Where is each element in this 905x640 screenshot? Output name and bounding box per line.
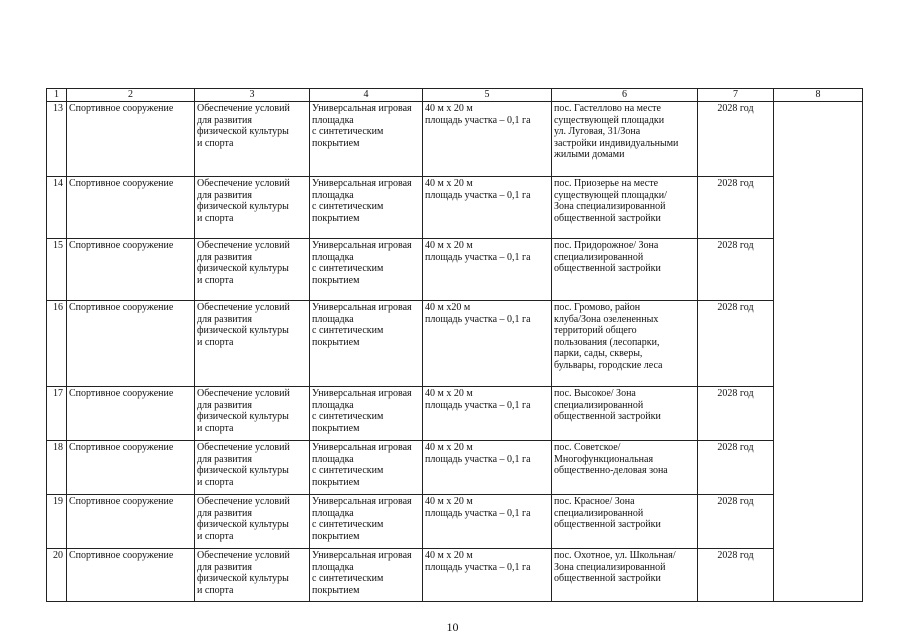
location-cell: [552, 102, 698, 177]
parameters-cell-line: 40 м х 20 м: [425, 240, 473, 251]
object-cell-line: с синтетическим: [312, 411, 384, 422]
parameters-cell-line: площадь участка – 0,1 га: [425, 561, 531, 573]
parameters-cell: [423, 239, 552, 301]
location-cell-line: общественно-деловая зона: [554, 465, 668, 476]
purpose-cell-line: и спорта: [197, 137, 234, 149]
purpose-cell-line: физической культуры: [197, 411, 289, 422]
column-header: 5: [423, 89, 552, 102]
parameters-cell: [423, 387, 552, 441]
object-cell-line: площадка: [312, 189, 354, 201]
object-cell-line: с синтетическим: [312, 519, 384, 530]
year-cell: 2028 год: [698, 387, 774, 441]
row-number-cell: 14: [47, 177, 67, 239]
parameters-cell: [423, 102, 552, 177]
location-cell-line: общественной застройки: [554, 573, 661, 584]
purpose-cell: [195, 177, 310, 239]
purpose-cell-line: и спорта: [197, 584, 234, 596]
purpose-cell: [195, 441, 310, 495]
purpose-cell-line: для развития: [197, 189, 252, 201]
object-cell-line: Универсальная игровая: [312, 496, 412, 507]
object-cell: [310, 549, 423, 602]
location-cell-line: пос. Придорожное/ Зона: [554, 240, 659, 251]
object-cell-line: покрытием: [312, 137, 360, 149]
table-row: [47, 549, 863, 602]
column-header: 7: [698, 89, 774, 102]
location-cell-line: клуба/Зона озелененных: [554, 313, 659, 325]
facility-type-cell: Спортивное сооружение: [67, 102, 195, 177]
column-8-cell: [774, 102, 863, 602]
parameters-cell-line: 40 м х 20 м: [425, 550, 473, 561]
purpose-cell-line: физической культуры: [197, 519, 289, 530]
location-cell-line: пос. Советское/: [554, 442, 621, 453]
purpose-cell: [195, 301, 310, 387]
purpose-cell-line: для развития: [197, 114, 252, 126]
purpose-cell: [195, 549, 310, 602]
object-cell-line: с синтетическим: [312, 573, 384, 584]
parameters-cell: [423, 549, 552, 602]
parameters-cell: [423, 495, 552, 549]
location-cell-line: жилыми домами: [554, 149, 625, 160]
facility-type-cell: Спортивное сооружение: [67, 441, 195, 495]
object-cell-line: площадка: [312, 453, 354, 465]
table-row: [47, 239, 863, 301]
location-cell: [552, 441, 698, 495]
object-cell-line: с синтетическим: [312, 263, 384, 274]
location-cell-line: пос. Громово, район: [554, 302, 641, 313]
purpose-cell-line: физической культуры: [197, 573, 289, 584]
location-cell-line: общественной застройки: [554, 263, 661, 274]
parameters-cell-line: площадь участка – 0,1 га: [425, 399, 531, 411]
year-cell: 2028 год: [698, 177, 774, 239]
column-header: 8: [774, 89, 863, 102]
purpose-cell: [195, 239, 310, 301]
location-cell-line: застройки индивидуальными: [554, 137, 679, 149]
purpose-cell: [195, 495, 310, 549]
purpose-cell-line: физической культуры: [197, 263, 289, 274]
row-number-cell: 20: [47, 549, 67, 602]
object-cell-line: с синтетическим: [312, 325, 384, 336]
page-number: 10: [446, 620, 459, 634]
location-cell-line: пос. Охотное, ул. Школьная/: [554, 550, 676, 561]
column-header: 2: [67, 89, 195, 102]
purpose-cell-line: для развития: [197, 561, 252, 573]
location-cell-line: территорий общего: [554, 325, 637, 336]
purpose-cell-line: физической культуры: [197, 126, 289, 137]
object-cell-line: площадка: [312, 251, 354, 263]
object-cell-line: площадка: [312, 561, 354, 573]
location-cell-line: существующей площадки: [554, 114, 665, 126]
row-number-cell: 19: [47, 495, 67, 549]
column-header: 4: [310, 89, 423, 102]
table-row: [47, 495, 863, 549]
parameters-cell-line: площадь участка – 0,1 га: [425, 313, 531, 325]
location-cell: [552, 387, 698, 441]
purpose-cell-line: для развития: [197, 507, 252, 519]
facility-type-cell: Спортивное сооружение: [67, 387, 195, 441]
parameters-cell: [423, 441, 552, 495]
parameters-cell-line: 40 м х 20 м: [425, 442, 473, 453]
purpose-cell-line: и спорта: [197, 212, 234, 224]
parameters-cell-line: 40 м х20 м: [425, 302, 471, 313]
facility-type-cell: Спортивное сооружение: [67, 549, 195, 602]
object-cell-line: площадка: [312, 114, 354, 126]
purpose-cell-line: Обеспечение условий: [197, 302, 290, 313]
object-cell-line: с синтетическим: [312, 126, 384, 137]
parameters-cell-line: площадь участка – 0,1 га: [425, 114, 531, 126]
header-row: [47, 89, 863, 102]
purpose-cell-line: Обеспечение условий: [197, 103, 290, 114]
facility-type-cell: Спортивное сооружение: [67, 301, 195, 387]
location-cell: [552, 549, 698, 602]
object-cell-line: Универсальная игровая: [312, 388, 412, 399]
location-cell-line: ул. Луговая, 31/Зона: [554, 126, 641, 137]
location-cell-line: пос. Гастеллово на месте: [554, 103, 661, 114]
purpose-cell-line: Обеспечение условий: [197, 178, 290, 189]
location-cell-line: специализированной: [554, 507, 644, 519]
year-cell: 2028 год: [698, 102, 774, 177]
object-cell: [310, 441, 423, 495]
object-cell: [310, 301, 423, 387]
object-cell-line: с синтетическим: [312, 465, 384, 476]
purpose-cell-line: Обеспечение условий: [197, 496, 290, 507]
object-cell-line: покрытием: [312, 274, 360, 286]
purpose-cell-line: Обеспечение условий: [197, 240, 290, 251]
location-cell-line: специализированной: [554, 251, 644, 263]
parameters-cell-line: 40 м х 20 м: [425, 496, 473, 507]
location-cell-line: парки, сады, скверы,: [554, 348, 643, 359]
location-cell-line: Зона специализированной: [554, 561, 666, 573]
purpose-cell-line: Обеспечение условий: [197, 388, 290, 399]
purpose-cell-line: и спорта: [197, 336, 234, 348]
purpose-cell-line: и спорта: [197, 422, 234, 434]
row-number-cell: 17: [47, 387, 67, 441]
location-cell-line: общественной застройки: [554, 519, 661, 530]
purpose-cell-line: для развития: [197, 453, 252, 465]
planning-table: [46, 88, 863, 602]
parameters-cell-line: 40 м х 20 м: [425, 103, 473, 114]
row-number-cell: 13: [47, 102, 67, 177]
object-cell: [310, 102, 423, 177]
purpose-cell-line: для развития: [197, 313, 252, 325]
object-cell-line: площадка: [312, 507, 354, 519]
purpose-cell-line: для развития: [197, 399, 252, 411]
object-cell: [310, 387, 423, 441]
purpose-cell: [195, 102, 310, 177]
object-cell-line: Универсальная игровая: [312, 240, 412, 251]
location-cell-line: бульвары, городские леса: [554, 359, 663, 371]
location-cell-line: пользования (лесопарки,: [554, 336, 660, 348]
purpose-cell-line: физической культуры: [197, 325, 289, 336]
table-body: [47, 102, 863, 602]
parameters-cell-line: площадь участка – 0,1 га: [425, 251, 531, 263]
object-cell-line: покрытием: [312, 530, 360, 542]
year-cell: 2028 год: [698, 301, 774, 387]
parameters-cell-line: площадь участка – 0,1 га: [425, 507, 531, 519]
table-row: [47, 301, 863, 387]
parameters-cell-line: площадь участка – 0,1 га: [425, 453, 531, 465]
parameters-cell-line: 40 м х 20 м: [425, 178, 473, 189]
table-row: [47, 102, 863, 177]
purpose-cell-line: и спорта: [197, 274, 234, 286]
object-cell-line: покрытием: [312, 584, 360, 596]
purpose-cell-line: и спорта: [197, 530, 234, 542]
purpose-cell-line: Обеспечение условий: [197, 550, 290, 561]
column-header: 3: [195, 89, 310, 102]
object-cell: [310, 177, 423, 239]
object-cell-line: покрытием: [312, 336, 360, 348]
location-cell: [552, 239, 698, 301]
parameters-cell-line: 40 м х 20 м: [425, 388, 473, 399]
object-cell-line: Универсальная игровая: [312, 442, 412, 453]
object-cell-line: площадка: [312, 313, 354, 325]
purpose-cell-line: Обеспечение условий: [197, 442, 290, 453]
location-cell: [552, 177, 698, 239]
year-cell: 2028 год: [698, 495, 774, 549]
purpose-cell: [195, 387, 310, 441]
facility-type-cell: Спортивное сооружение: [67, 495, 195, 549]
table-row: [47, 177, 863, 239]
column-header: 6: [552, 89, 698, 102]
object-cell-line: Универсальная игровая: [312, 103, 412, 114]
row-number-cell: 18: [47, 441, 67, 495]
object-cell-line: Универсальная игровая: [312, 550, 412, 561]
row-number-cell: 15: [47, 239, 67, 301]
location-cell-line: специализированной: [554, 399, 644, 411]
location-cell-line: существующей площадки/: [554, 189, 667, 201]
facility-type-cell: Спортивное сооружение: [67, 177, 195, 239]
object-cell-line: Универсальная игровая: [312, 178, 412, 189]
location-cell: [552, 495, 698, 549]
table-row: [47, 441, 863, 495]
purpose-cell-line: физической культуры: [197, 201, 289, 212]
location-cell-line: пос. Высокое/ Зона: [554, 388, 636, 399]
purpose-cell-line: физической культуры: [197, 465, 289, 476]
object-cell-line: с синтетическим: [312, 201, 384, 212]
location-cell-line: пос. Красное/ Зона: [554, 496, 635, 507]
row-number-cell: 16: [47, 301, 67, 387]
location-cell-line: Зона специализированной: [554, 201, 666, 212]
object-cell-line: площадка: [312, 399, 354, 411]
location-cell-line: общественной застройки: [554, 411, 661, 422]
location-cell-line: пос. Приозерье на месте: [554, 178, 659, 189]
object-cell-line: покрытием: [312, 212, 360, 224]
parameters-cell: [423, 301, 552, 387]
object-cell: [310, 495, 423, 549]
year-cell: 2028 год: [698, 549, 774, 602]
object-cell-line: покрытием: [312, 422, 360, 434]
year-cell: 2028 год: [698, 239, 774, 301]
location-cell-line: Многофункциональная: [554, 453, 654, 465]
parameters-cell: [423, 177, 552, 239]
object-cell-line: Универсальная игровая: [312, 302, 412, 313]
object-cell: [310, 239, 423, 301]
object-cell-line: покрытием: [312, 476, 360, 488]
purpose-cell-line: и спорта: [197, 476, 234, 488]
location-cell-line: общественной застройки: [554, 212, 661, 224]
purpose-cell-line: для развития: [197, 251, 252, 263]
location-cell: [552, 301, 698, 387]
table-row: [47, 387, 863, 441]
column-header: 1: [47, 89, 67, 102]
year-cell: 2028 год: [698, 441, 774, 495]
parameters-cell-line: площадь участка – 0,1 га: [425, 189, 531, 201]
facility-type-cell: Спортивное сооружение: [67, 239, 195, 301]
